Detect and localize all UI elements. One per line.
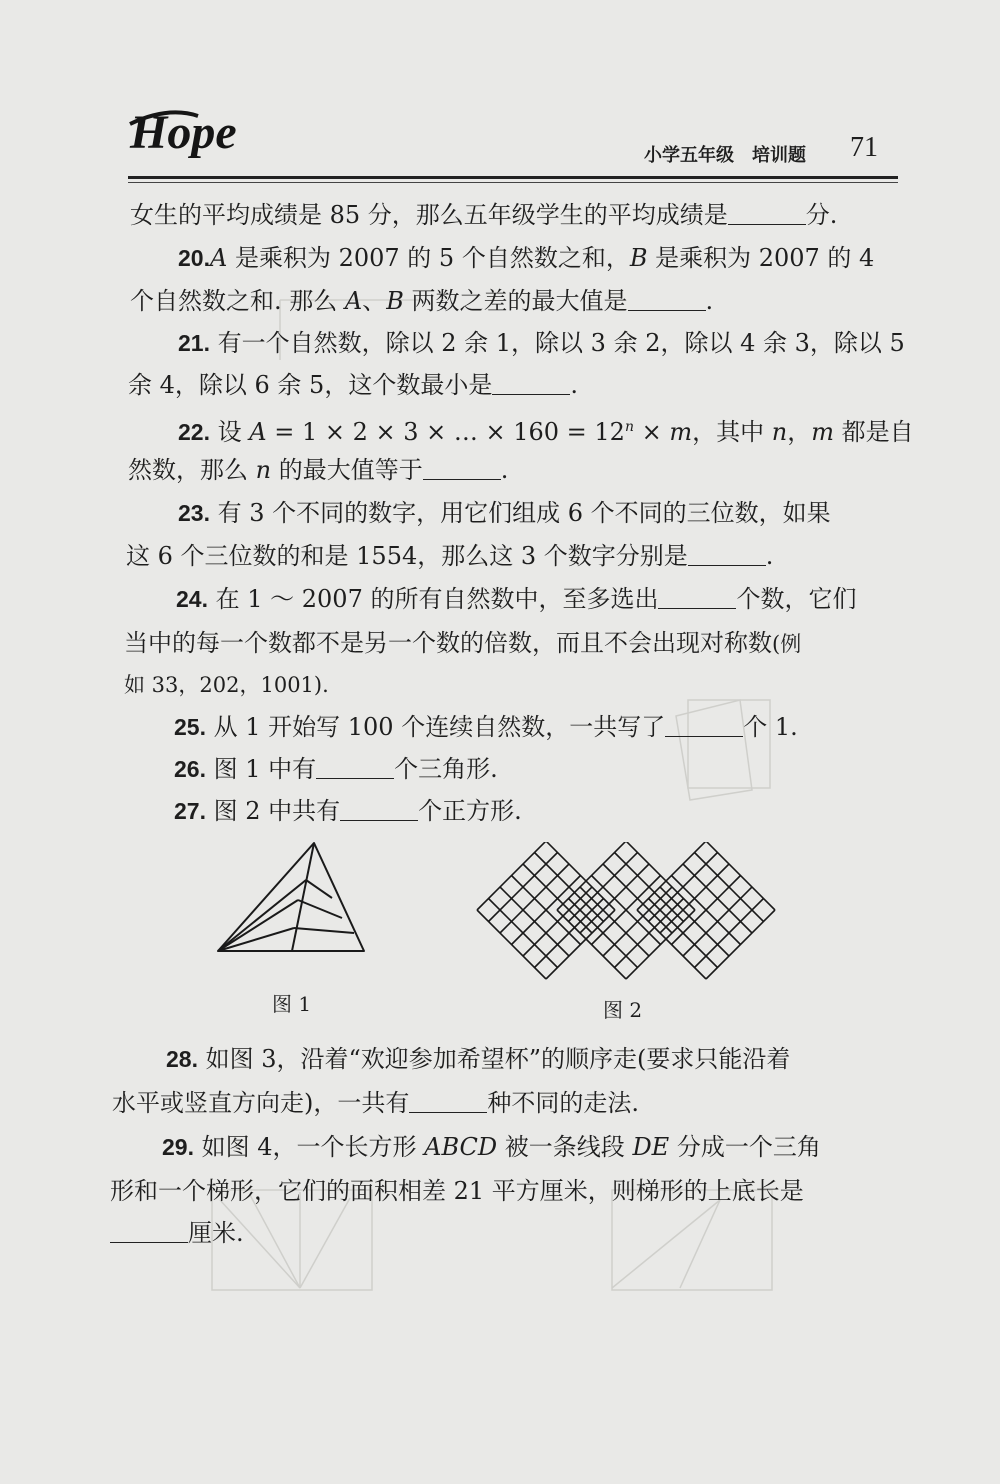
problem-29: 29. 如图 4，一个长方形 ABCD 被一条线段 DE 分成一个三角 — [162, 1133, 821, 1161]
problem-20-line-2: 个自然数之和. 那么 A、B 两数之差的最大值是 . — [130, 287, 714, 315]
problem-28: 28. 如图 3，沿着“欢迎参加希望杯”的顺序走(要求只能沿着 — [166, 1045, 791, 1073]
figure-1-caption: 图 1 — [272, 992, 312, 1016]
hope-cup-logo — [128, 102, 263, 160]
answer-blank — [492, 372, 570, 395]
answer-blank — [340, 798, 418, 821]
problem-21: 21. 有一个自然数，除以 2 余 1，除以 3 余 2，除以 4 余 3，除以 5 — [178, 329, 905, 357]
problem-29-line-2: 形和一个梯形，它们的面积相差 21 平方厘米，则梯形的上底长是 — [110, 1177, 804, 1205]
problem-23: 23. 有 3 个不同的数字，用它们组成 6 个不同的三位数，如果 — [178, 499, 831, 527]
answer-blank — [423, 457, 501, 480]
answer-blank — [665, 714, 743, 737]
answer-blank — [409, 1090, 487, 1113]
page-number: 71 — [850, 132, 878, 163]
header-rule-thin — [128, 182, 898, 183]
problem-20: 20.A 是乘积为 2007 的 5 个自然数之和，B 是乘积为 2007 的 4 — [178, 244, 875, 272]
figure-2-grid-squares — [476, 842, 776, 982]
problem-22-line-2: 然数，那么 n 的最大值等于 . — [128, 456, 509, 484]
problem-23-line-2: 这 6 个三位数的和是 1554，那么这 3 个数字分别是 . — [126, 542, 774, 570]
problem-21-line-2: 余 4，除以 6 余 5，这个数最小是 . — [128, 371, 578, 399]
answer-blank — [316, 756, 394, 779]
problem-26: 26. 图 1 中有 个三角形. — [174, 755, 498, 783]
problem-19-end-line: 女生的平均成绩是 85 分，那么五年级学生的平均成绩是 分. — [130, 201, 838, 229]
problem-29-line-3: 厘米. — [110, 1218, 244, 1248]
problem-28-line-2: 水平或竖直方向走)，一共有 种不同的走法. — [112, 1089, 640, 1117]
figure-2-caption: 图 2 — [603, 998, 643, 1022]
logo-text: Hope — [130, 106, 237, 159]
answer-blank — [628, 288, 706, 311]
answer-blank — [110, 1220, 188, 1243]
problem-27: 27. 图 2 中共有 个正方形. — [174, 797, 522, 825]
problem-24-line-3: 如 33，202，1001). — [124, 673, 329, 697]
problem-25: 25. 从 1 开始写 100 个连续自然数，一共写了 个 1. — [174, 713, 798, 741]
problem-22: 22. 设 A = 1 × 2 × 3 × … × $160 = 12^n \times m$，其中 n，m 都是自 — [178, 418, 914, 446]
header-label: 小学五年级 培训题 — [644, 145, 806, 166]
answer-blank — [688, 543, 766, 566]
figure-1-triangles — [214, 838, 368, 958]
answer-blank — [658, 586, 736, 609]
problem-24: 24. 在 1 ～ 2007 的所有自然数中，至多选出 个数，它们 — [176, 585, 857, 613]
header-rule — [128, 176, 898, 179]
answer-blank — [728, 202, 806, 225]
problem-24-line-2: 当中的每一个数都不是另一个数的倍数，而且不会出现对称数(例 — [124, 629, 802, 657]
